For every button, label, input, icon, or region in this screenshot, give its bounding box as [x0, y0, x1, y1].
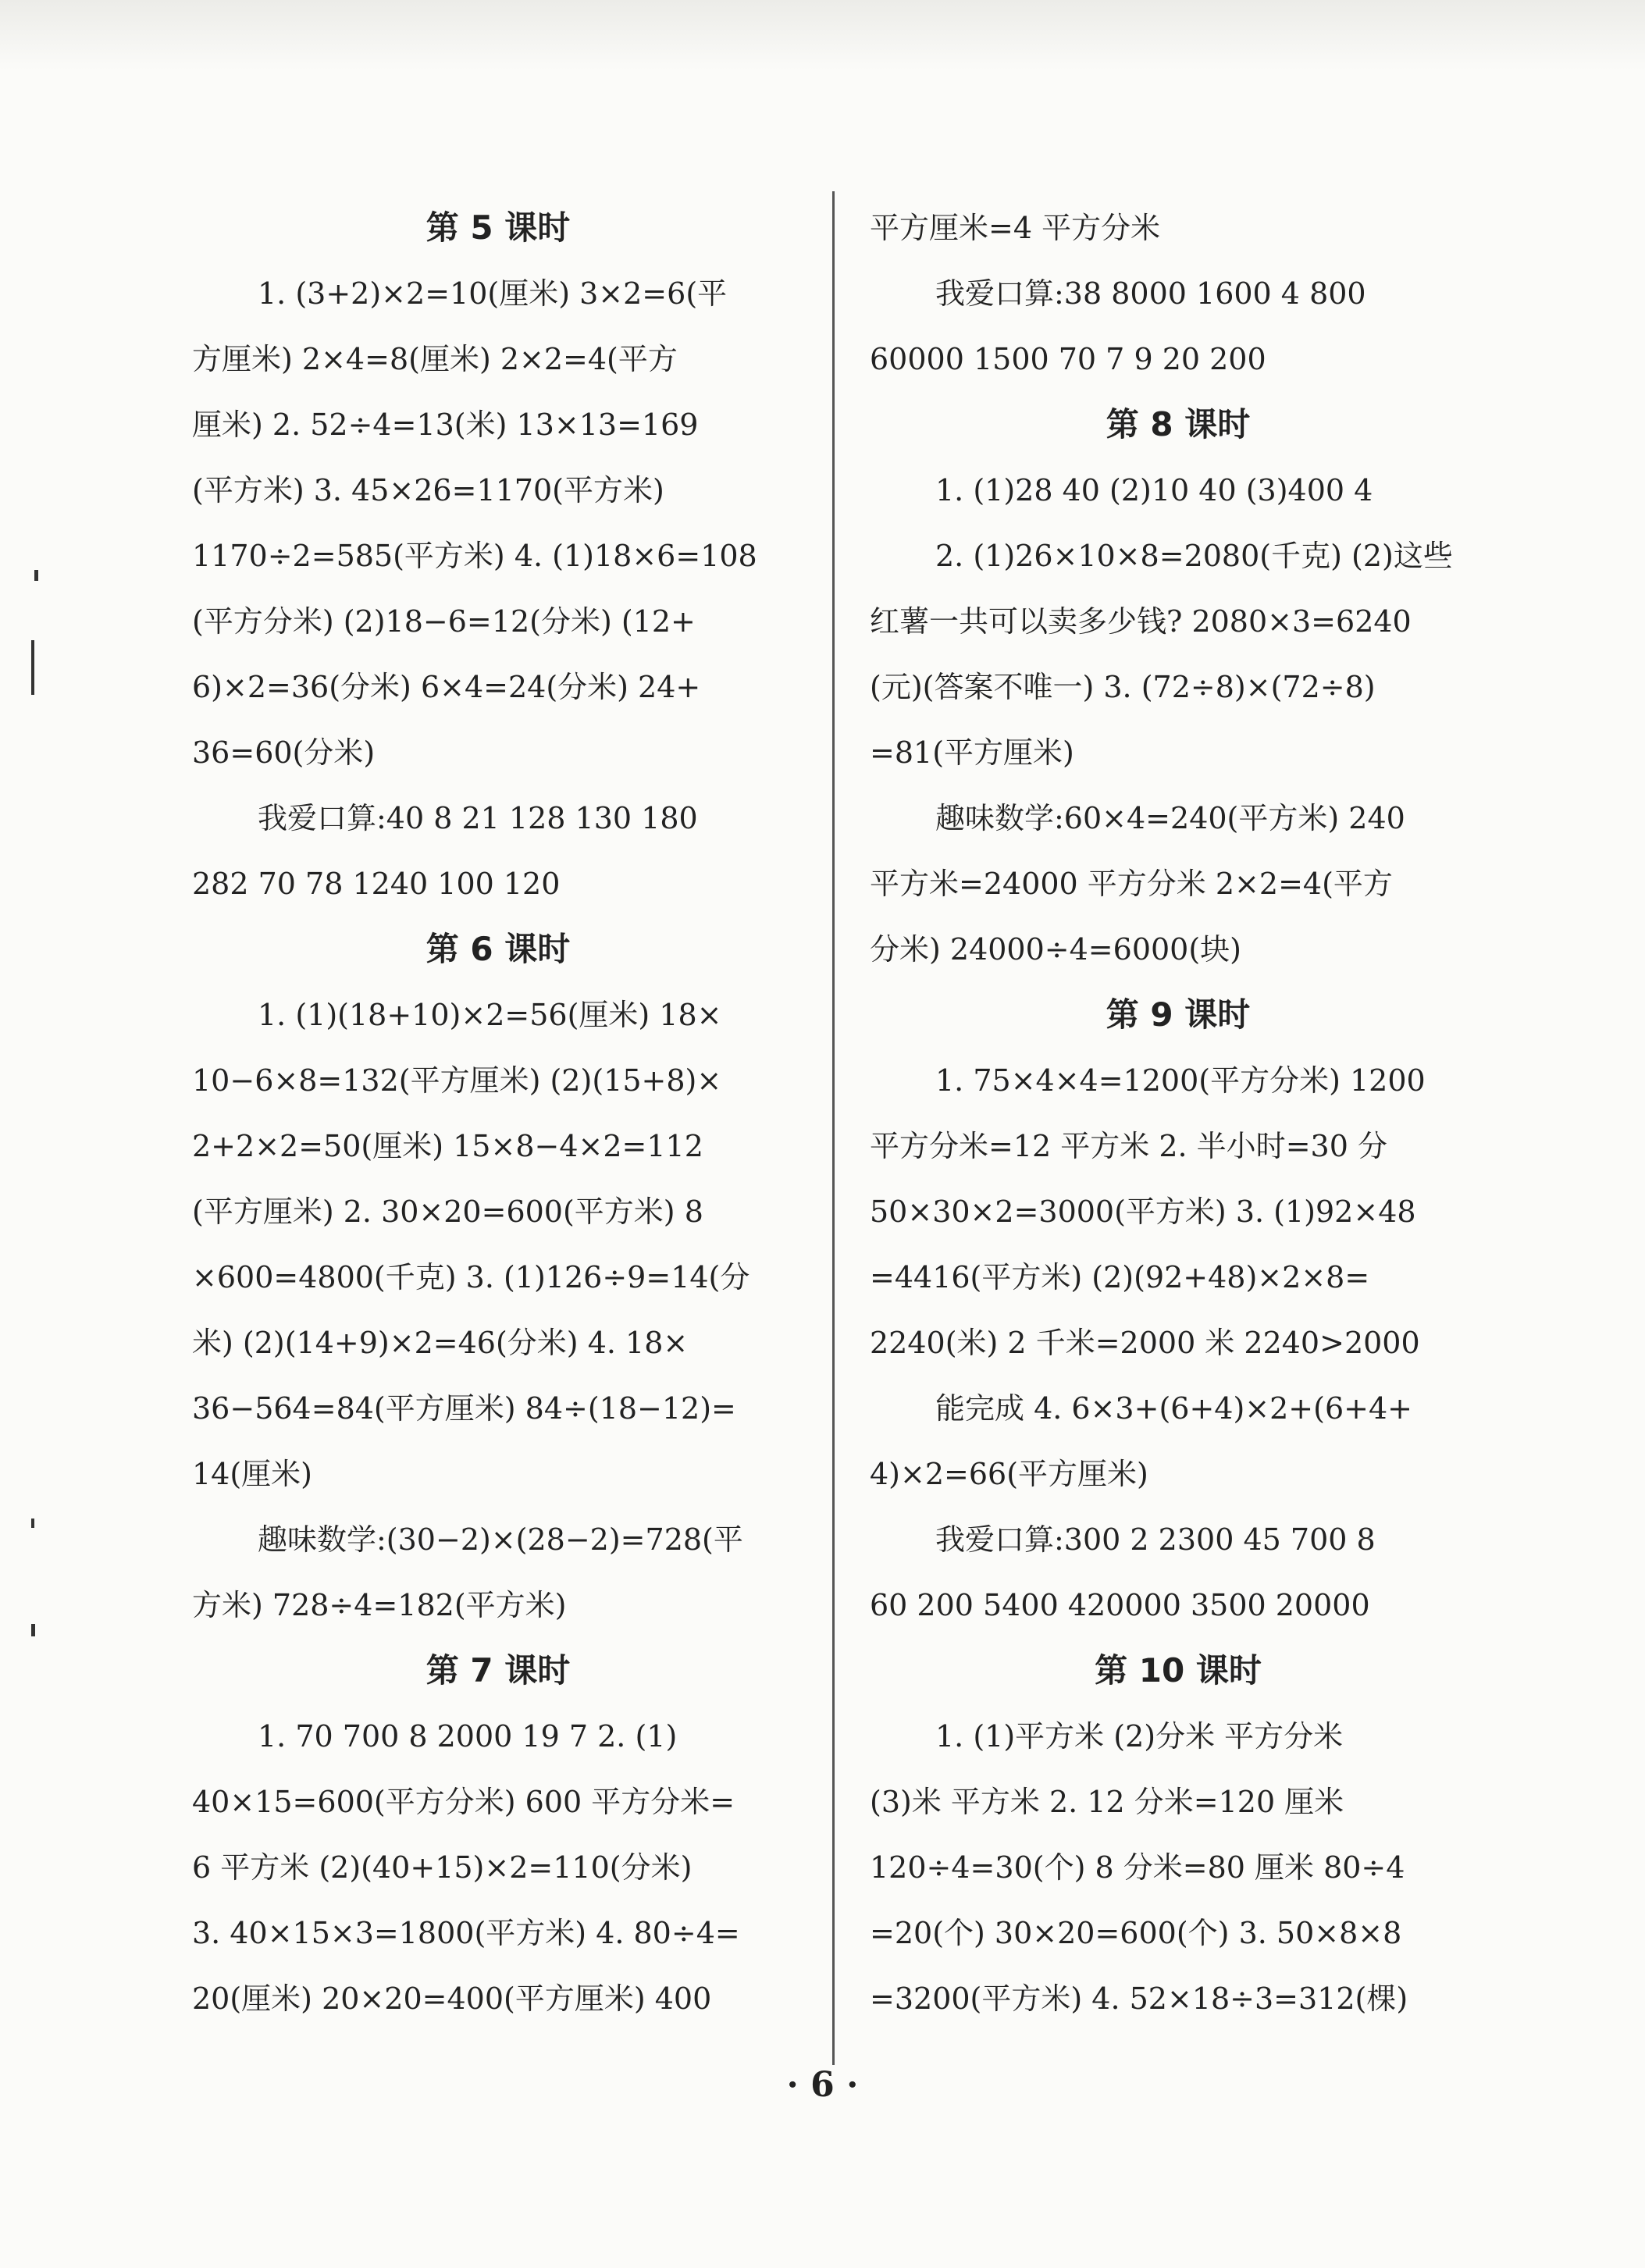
answer-line: (平方分米) (2)18−6=12(分米) (12+ [192, 604, 696, 639]
answer-line: 平方米=24000 平方分米 2×2=4(平方 [870, 867, 1393, 901]
answer-line: (平方米) 3. 45×26=1170(平方米) [192, 473, 664, 507]
answer-line: 平方分米=12 平方米 2. 半小时=30 分 [870, 1129, 1387, 1163]
answer-line: 我爱口算:38 8000 1600 4 800 [935, 276, 1366, 311]
answer-line: 1170÷2=585(平方米) 4. (1)18×6=108 [192, 539, 757, 573]
page-top-shade [0, 0, 1645, 70]
scan-mark [31, 1624, 35, 1636]
answer-line: 50×30×2=3000(平方米) 3. (1)92×48 [870, 1195, 1416, 1229]
answer-line: =20(个) 30×20=600(个) 3. 50×8×8 [870, 1916, 1402, 1950]
answer-line: 1. (1)28 40 (2)10 40 (3)400 4 [935, 473, 1373, 507]
answer-line: 14(厘米) [192, 1457, 313, 1491]
answer-line: 红薯一共可以卖多少钱? 2080×3=6240 [870, 604, 1412, 639]
answer-line: 120÷4=30(个) 8 分米=80 厘米 80÷4 [870, 1850, 1405, 1885]
answer-line: 3. 40×15×3=1800(平方米) 4. 80÷4= [192, 1916, 740, 1950]
answer-line: 能完成 4. 6×3+(6+4)×2+(6+4+ [935, 1391, 1413, 1426]
answer-line: 20(厘米) 20×20=400(平方厘米) 400 [192, 1981, 712, 2016]
scan-mark [31, 640, 34, 695]
left-column [192, 195, 804, 2031]
answer-line: 我爱口算:300 2 2300 45 700 8 [935, 1522, 1376, 1557]
answer-line: 趣味数学:(30−2)×(28−2)=728(平 [258, 1522, 743, 1557]
column-divider [832, 191, 835, 2065]
answer-line: (3)米 平方米 2. 12 分米=120 厘米 [870, 1785, 1344, 1819]
answer-line: 趣味数学:60×4=240(平方米) 240 [935, 801, 1405, 835]
answer-line: 6)×2=36(分米) 6×4=24(分米) 24+ [192, 670, 701, 704]
answer-line: 1. (1)(18+10)×2=56(厘米) 18× [258, 998, 722, 1032]
answer-line: 1. (1)平方米 (2)分米 平方分米 [935, 1719, 1344, 1754]
answer-line: 平方厘米=4 平方分米 [870, 211, 1161, 245]
answer-line: =81(平方厘米) [870, 735, 1074, 770]
answer-line: 1. (3+2)×2=10(厘米) 3×2=6(平 [258, 276, 728, 311]
answer-line: =4416(平方米) (2)(92+48)×2×8= [870, 1260, 1370, 1294]
answer-line: 2. (1)26×10×8=2080(千克) (2)这些 [935, 539, 1453, 573]
scan-mark [31, 1519, 34, 1528]
answer-line: 厘米) 2. 52÷4=13(米) 13×13=169 [192, 408, 699, 442]
answer-line: 我爱口算:40 8 21 128 130 180 [258, 801, 698, 835]
answer-line: 2240(米) 2 千米=2000 米 2240>2000 [870, 1326, 1420, 1360]
answer-line: 60 200 5400 420000 3500 20000 [870, 1588, 1370, 1622]
lesson-heading: 第 5 课时 [425, 208, 571, 247]
page-number: · 6 · [786, 2065, 859, 2105]
right-column [870, 195, 1487, 2031]
answer-line: 282 70 78 1240 100 120 [192, 867, 561, 901]
answer-line: 方厘米) 2×4=8(厘米) 2×2=4(平方 [192, 342, 678, 376]
answer-line: 2+2×2=50(厘米) 15×8−4×2=112 [192, 1129, 703, 1163]
answer-line: 1. 75×4×4=1200(平方分米) 1200 [935, 1063, 1426, 1098]
scan-mark [34, 570, 38, 581]
answer-line: 60000 1500 70 7 9 20 200 [870, 342, 1266, 376]
lesson-heading: 第 8 课时 [1106, 405, 1251, 443]
answer-line: =3200(平方米) 4. 52×18÷3=312(棵) [870, 1981, 1408, 2016]
answer-line: 方米) 728÷4=182(平方米) [192, 1588, 567, 1622]
answer-line: 10−6×8=132(平方厘米) (2)(15+8)× [192, 1063, 722, 1098]
answer-line: 36−564=84(平方厘米) 84÷(18−12)= [192, 1391, 736, 1426]
answer-line: 1. 70 700 8 2000 19 7 2. (1) [258, 1719, 678, 1754]
answer-line: 米) (2)(14+9)×2=46(分米) 4. 18× [192, 1326, 689, 1360]
lesson-heading: 第 9 课时 [1106, 995, 1251, 1034]
answer-line: 6 平方米 (2)(40+15)×2=110(分米) [192, 1850, 693, 1885]
answer-line: 4)×2=66(平方厘米) [870, 1457, 1148, 1491]
answer-line: 分米) 24000÷4=6000(块) [870, 932, 1242, 967]
lesson-heading: 第 7 课时 [425, 1651, 571, 1689]
answer-line: 40×15=600(平方分米) 600 平方分米= [192, 1785, 735, 1819]
answer-line: (平方厘米) 2. 30×20=600(平方米) 8 [192, 1195, 703, 1229]
lesson-heading: 第 10 课时 [1095, 1651, 1262, 1689]
lesson-heading: 第 6 课时 [425, 930, 571, 968]
answer-line: 36=60(分米) [192, 735, 376, 770]
answer-line: (元)(答案不唯一) 3. (72÷8)×(72÷8) [870, 670, 1376, 704]
answer-line: ×600=4800(千克) 3. (1)126÷9=14(分 [192, 1260, 750, 1294]
